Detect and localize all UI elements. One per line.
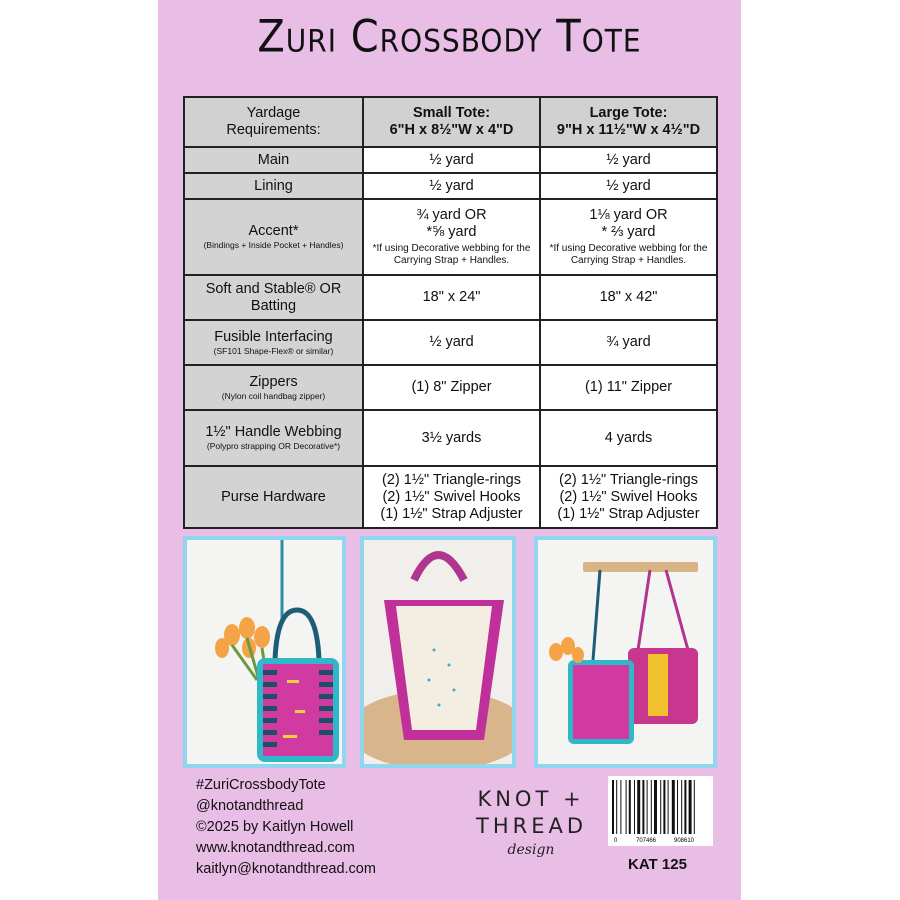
email-link[interactable]: kaitlyn@knotandthread.com: [196, 861, 376, 877]
small-value: (1) 8" Zipper: [363, 365, 540, 410]
barcode-bar: [677, 780, 678, 834]
barcode-bar: [694, 780, 695, 834]
header-label-line: Requirements:: [226, 122, 321, 138]
row-label: Soft and Stable® OR Batting: [184, 275, 363, 320]
small-note: *If using Decorative webbing for the Carrying Strap + Handles.: [372, 243, 531, 266]
large-value: 18" x 42": [540, 275, 717, 320]
barcode-bar: [668, 780, 669, 834]
contact-info: [196, 775, 376, 880]
barcode-digits-mid: 707466: [636, 838, 657, 844]
large-value-cell: [540, 466, 717, 528]
large-value: ½ yard: [540, 173, 717, 199]
tote-interior-photo: [360, 536, 516, 768]
small-value: 3½ yards: [363, 410, 540, 466]
row-sublabel: (Polypro strapping OR Decorative*): [206, 441, 341, 451]
totes-rail-illustration: [538, 540, 713, 764]
barcode: [608, 776, 713, 846]
large-value: 4 yards: [540, 410, 717, 466]
barcode-bar: [684, 780, 686, 834]
large-value: (1) 1½" Strap Adjuster: [557, 505, 700, 522]
large-note: *If using Decorative webbing for the Carrying Strap + Handles.: [549, 243, 708, 266]
instagram-handle: @knotandthread: [196, 798, 304, 814]
barcode-bar: [663, 780, 665, 834]
large-value: (2) 1½" Triangle-rings: [559, 471, 698, 488]
row-label: Accent*: [248, 223, 299, 239]
row-label: Zippers: [249, 373, 298, 390]
row-label: 1½" Handle Webbing: [205, 424, 342, 440]
copyright-text: ©2025 by Kaitlyn Howell: [196, 819, 354, 835]
row-label: Fusible Interfacing: [214, 328, 333, 345]
row-label: Lining: [184, 173, 363, 199]
tote-illustration: [187, 540, 342, 764]
table-row: [184, 199, 717, 275]
header-large-tote: [540, 97, 717, 147]
small-value: 18" x 24": [363, 275, 540, 320]
small-value: ½ yard: [363, 320, 540, 365]
row-label-cell: [184, 365, 363, 410]
header-small-tote: [363, 97, 540, 147]
large-value: (1) 11" Zipper: [540, 365, 717, 410]
row-label-cell: [184, 320, 363, 365]
row-sublabel: (SF101 Shape-Flex® or similar): [213, 345, 334, 356]
logo-script: design: [507, 842, 555, 858]
barcode-bar: [647, 780, 648, 834]
row-label-cell: [184, 410, 363, 466]
large-value: 1⅛ yard OR: [589, 207, 668, 223]
small-value: ½ yard: [363, 147, 540, 173]
table-row: [184, 410, 717, 466]
barcode-bar: [642, 780, 644, 834]
row-label-cell: [184, 199, 363, 275]
barcode-bar: [634, 780, 635, 834]
header-label-line: Yardage: [246, 105, 301, 121]
table-row: [184, 173, 717, 199]
large-value: (2) 1½" Swivel Hooks: [559, 488, 698, 505]
barcode-bar: [637, 780, 640, 834]
small-value: (2) 1½" Swivel Hooks: [382, 488, 521, 505]
logo-line-2: THREAD: [476, 814, 588, 838]
barcode-bar: [660, 780, 661, 834]
header-small-line: 6"H x 8½"W x 4"D: [389, 122, 514, 138]
small-value: (2) 1½" Triangle-rings: [382, 471, 521, 488]
header-small-line: Small Tote:: [412, 105, 491, 121]
hashtag-text: #ZuriCrossbodyTote: [196, 777, 326, 793]
row-label: Main: [184, 147, 363, 173]
barcode-bar: [616, 780, 617, 834]
table-row: [184, 320, 717, 365]
large-value: ½ yard: [540, 147, 717, 173]
table-row: [184, 365, 717, 410]
row-sublabel: (Nylon coil handbag zipper): [221, 390, 326, 401]
row-label: Purse Hardware: [184, 466, 363, 528]
small-value: ½ yard: [363, 173, 540, 199]
small-tote-photo: [183, 536, 346, 768]
barcode-bar: [612, 780, 614, 834]
small-value-cell: [363, 199, 540, 275]
barcode-bar: [626, 780, 627, 834]
large-value-cell: [540, 199, 717, 275]
row-sublabel: (Bindings + Inside Pocket + Handles): [203, 240, 344, 250]
barcode-bar: [651, 780, 652, 834]
sku-code: KAT 125: [628, 856, 687, 873]
tote-interior-illustration: [364, 540, 512, 764]
barcode-bar: [654, 780, 657, 834]
logo-line-1: KNOT +: [477, 787, 585, 811]
barcode-bar: [689, 780, 692, 834]
barcode-digits-right: 908610: [674, 838, 695, 844]
table-row: [184, 466, 717, 528]
large-value: * ⅔ yard: [601, 224, 656, 240]
yardage-table: [183, 96, 718, 529]
both-totes-photo: [534, 536, 717, 768]
pattern-title: Zuri Crossbody Tote: [257, 11, 642, 63]
table-row: [184, 147, 717, 173]
header-large-line: 9"H x 11½"W x 4½"D: [556, 122, 701, 138]
barcode-bar: [672, 780, 675, 834]
barcode-bar: [681, 780, 682, 834]
barcode-bar: [629, 780, 631, 834]
small-value: ¾ yard OR: [416, 207, 487, 223]
knot-thread-logo: [476, 786, 586, 858]
website-link[interactable]: www.knotandthread.com: [196, 840, 355, 856]
table-header-row: [184, 97, 717, 147]
small-value: (1) 1½" Strap Adjuster: [380, 505, 523, 522]
barcode-bar: [620, 780, 621, 834]
header-large-line: Large Tote:: [589, 105, 668, 121]
pattern-back-cover: [158, 0, 741, 900]
small-value-cell: [363, 466, 540, 528]
small-value: *⅝ yard: [426, 224, 477, 240]
header-yardage: [184, 97, 363, 147]
barcode-digit-left: 0: [614, 838, 618, 844]
large-value: ¾ yard: [540, 320, 717, 365]
table-row: [184, 275, 717, 320]
